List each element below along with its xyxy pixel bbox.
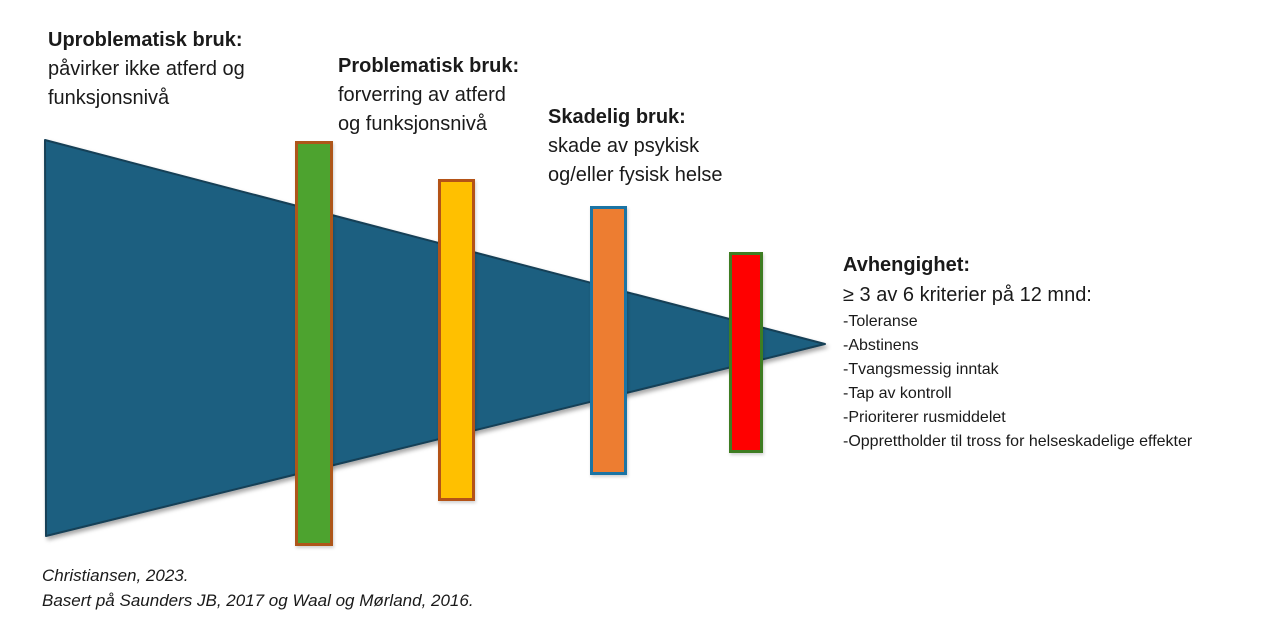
stage-label-skadelig (548, 103, 723, 190)
stage-description-line: påvirker ikke atferd og (48, 58, 245, 80)
citations (42, 563, 474, 613)
stage-description-line: skade av psykisk (548, 135, 700, 157)
stage-description-line: funksjonsnivå (48, 87, 170, 109)
funnel-triangle-shape (45, 140, 825, 536)
citation-line: Christiansen, 2023. (42, 566, 189, 585)
stage-title: Skadelig bruk: (548, 106, 686, 128)
stage-bar-problematisk (438, 179, 475, 501)
stage-description-line: og/eller fysisk helse (548, 164, 723, 186)
criteria-item: -Toleranse (843, 313, 918, 330)
stage-bar-uproblematisk (295, 141, 333, 546)
stage-bar-avhengighet (729, 252, 763, 453)
criteria-item: -Opprettholder til tross for helseskadelige effekter (843, 433, 1193, 450)
stage-subtitle: ≥ 3 av 6 kriterier på 12 mnd: (843, 284, 1092, 306)
stage-label-avhengighet (843, 250, 1192, 454)
stage-description-line: og funksjonsnivå (338, 113, 487, 135)
criteria-item: -Tap av kontroll (843, 385, 952, 402)
stage-label-problematisk (338, 52, 519, 139)
criteria-item: -Abstinens (843, 337, 919, 354)
criteria-item: -Tvangsmessig inntak (843, 361, 999, 378)
criteria-list (843, 310, 1192, 454)
stage-description-line: forverring av atferd (338, 84, 506, 106)
criteria-item: -Prioriterer rusmiddelet (843, 409, 1006, 426)
stage-bar-skadelig (590, 206, 627, 475)
stage-label-uproblematisk (48, 26, 245, 113)
citation-line: Basert på Saunders JB, 2017 og Waal og Mørland, 2016. (42, 591, 474, 610)
stage-title: Uproblematisk bruk: (48, 29, 243, 51)
stage-title: Problematisk bruk: (338, 55, 520, 77)
stage-title: Avhengighet: (843, 254, 971, 276)
